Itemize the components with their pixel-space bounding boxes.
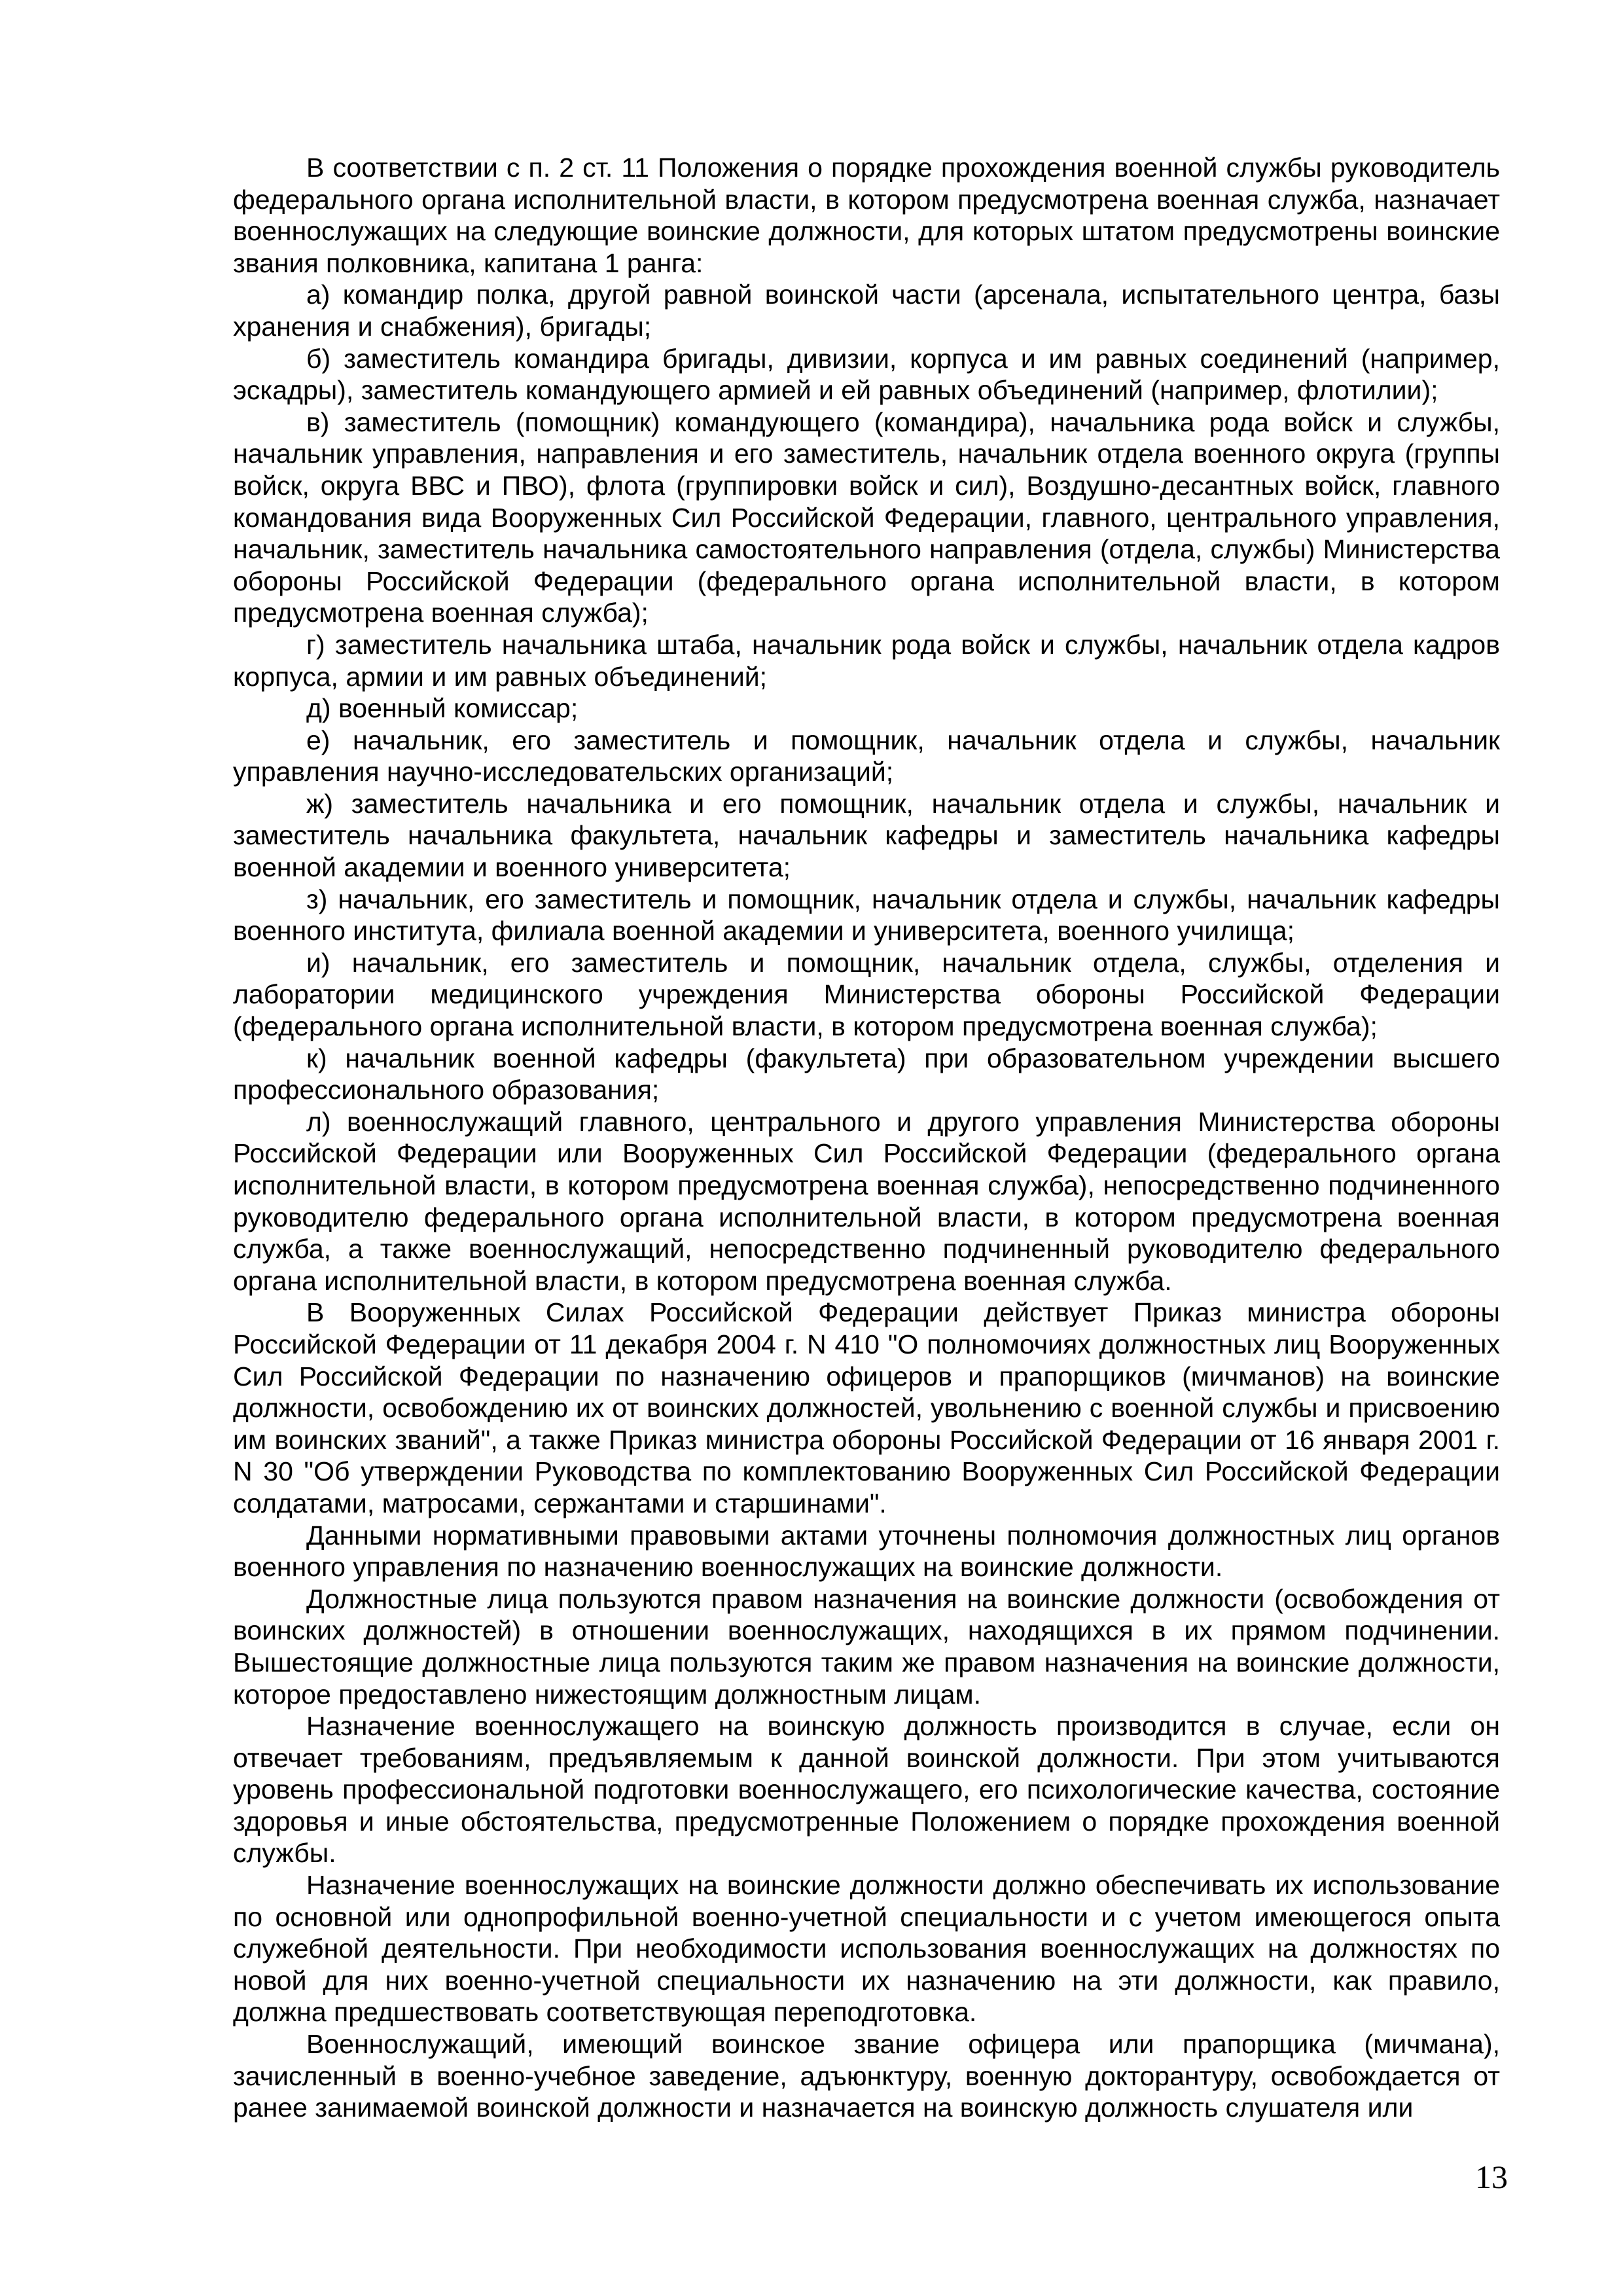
list-item-z: з) начальник, его заместитель и помощник, начальник отдела и службы, начальник кафедры военного института, филиала военной академии и университета, военного училища; [233, 884, 1500, 946]
paragraph: Военнослужащий, имеющий воинское звание офицера или прапорщика (мичмана), зачисленный в военно-учебное заведение, адъюнктуру, военную докторантуру, освобождается от ранее занимаемой воинской должности и назначается на воинскую должность слушателя или [233, 2029, 1500, 2123]
list-item-g: г) заместитель начальника штаба, начальник рода войск и службы, начальник отдела кадров корпуса, армии и им равных объединений; [233, 629, 1500, 692]
list-item-a: а) командир полка, другой равной воинской части (арсенала, испытательного центра, базы хранения и снабжения), бригады; [233, 279, 1500, 342]
paragraph: Должностные лица пользуются правом назначения на воинские должности (освобождения от воинских должностей) в отношении военнослужащих, находящихся в их прямом подчинении. Вышестоящие должностные лица пользуются таким же правом назначения на воинские должности, которое предоставлено нижестоящим должностным лицам. [233, 1583, 1500, 1710]
list-item-e: е) начальник, его заместитель и помощник, начальник отдела и службы, начальник управления научно-исследовательских организаций; [233, 725, 1500, 787]
list-item-l: л) военнослужащий главного, центрального и другого управления Министерства обороны Российской Федерации или Вооруженных Сил Российской Федерации (федерального органа исполнительной власти, в котором предусмотрена военная служба), непосредственно подчиненного руководителю федерального органа исполнительной власти, в котором предусмотрена военная служба, а также военнослужащий, непосредственно подчиненный руководителю федерального органа исполнительной власти, в котором предусмотрена военная служба. [233, 1106, 1500, 1296]
list-item-d: д) военный комиссар; [306, 693, 579, 724]
paragraph: В соответствии с п. 2 ст. 11 Положения о порядке прохождения военной службы руководитель федерального органа исполнительной власти, в котором предусмотрена военная служба, назначает военнослужащих на следующие воинские должности, для которых штатом предусмотрены воинские звания полковника, капитана 1 ранга: [233, 152, 1500, 278]
body-text [233, 152, 1500, 2124]
paragraph: В Вооруженных Силах Российской Федерации действует Приказ министра обороны Российской Федерации от 11 декабря 2004 г. N 410 "О полномочиях должностных лиц Вооруженных Сил Российской Федерации по назначению офицеров и прапорщиков (мичманов) на воинские должности, освобождению их от воинских должностей, увольнению с военной службы и присвоению им воинских званий", а также Приказ министра обороны Российской Федерации от 16 января 2001 г. N 30 "Об утверждении Руководства по комплектованию Вооруженных Сил Российской Федерации солдатами, матросами, сержантами и старшинами". [233, 1297, 1500, 1518]
list-item-i: и) начальник, его заместитель и помощник, начальник отдела, службы, отделения и лаборатории медицинского учреждения Министерства обороны Российской Федерации (федерального органа исполнительной власти, в котором предусмотрена военная служба); [233, 947, 1500, 1042]
page-number: 13 [1475, 2159, 1508, 2195]
list-item-v: в) заместитель (помощник) командующего (командира), начальника рода войск и службы, начальник управления, направления и его заместитель, начальник отдела военного округа (группы войск, округа ВВС и ПВО), флота (группировки войск и сил), Воздушно-десантных войск, главного командования вида Вооруженных Сил Российской Федерации, главного, центрального управления, начальник, заместитель начальника самостоятельного направления (отдела, службы) Министерства обороны Российской Федерации (федерального органа исполнительной власти, в котором предусмотрена военная служба); [233, 406, 1500, 628]
paragraph: Назначение военнослужащих на воинские должности должно обеспечивать их использование по основной или однопрофильной военно-учетной специальности и с учетом имеющегося опыта служебной деятельности. При необходимости использования военнослужащих на должностях по новой для них военно-учетной специальности их назначению на эти должности, как правило, должна предшествовать соответствующая переподготовка. [233, 1870, 1500, 2028]
list-item-b: б) заместитель командира бригады, дивизии, корпуса и им равных соединений (например, эскадры), заместитель командующего армией и ей равных объединений (например, флотилии); [233, 343, 1500, 406]
list-item-k: к) начальник военной кафедры (факультета) при образовательном учреждении высшего профессионального образования; [233, 1043, 1500, 1105]
paragraph: Назначение военнослужащего на воинскую должность производится в случае, если он отвечает требованиям, предъявляемым к данной воинской должности. При этом учитываются уровень профессиональной подготовки военнослужащего, его психологические качества, состояние здоровья и иные обстоятельства, предусмотренные Положением о порядке прохождения военной службы. [233, 1711, 1500, 1869]
list-item-zh: ж) заместитель начальника и его помощник, начальник отдела и службы, начальник и заместитель начальника факультета, начальник кафедры и заместитель начальника кафедры военной академии и военного университета; [233, 788, 1500, 883]
paragraph: Данными нормативными правовыми актами уточнены полномочия должностных лиц органов военного управления по назначению военнослужащих на воинские должности. [233, 1520, 1500, 1583]
